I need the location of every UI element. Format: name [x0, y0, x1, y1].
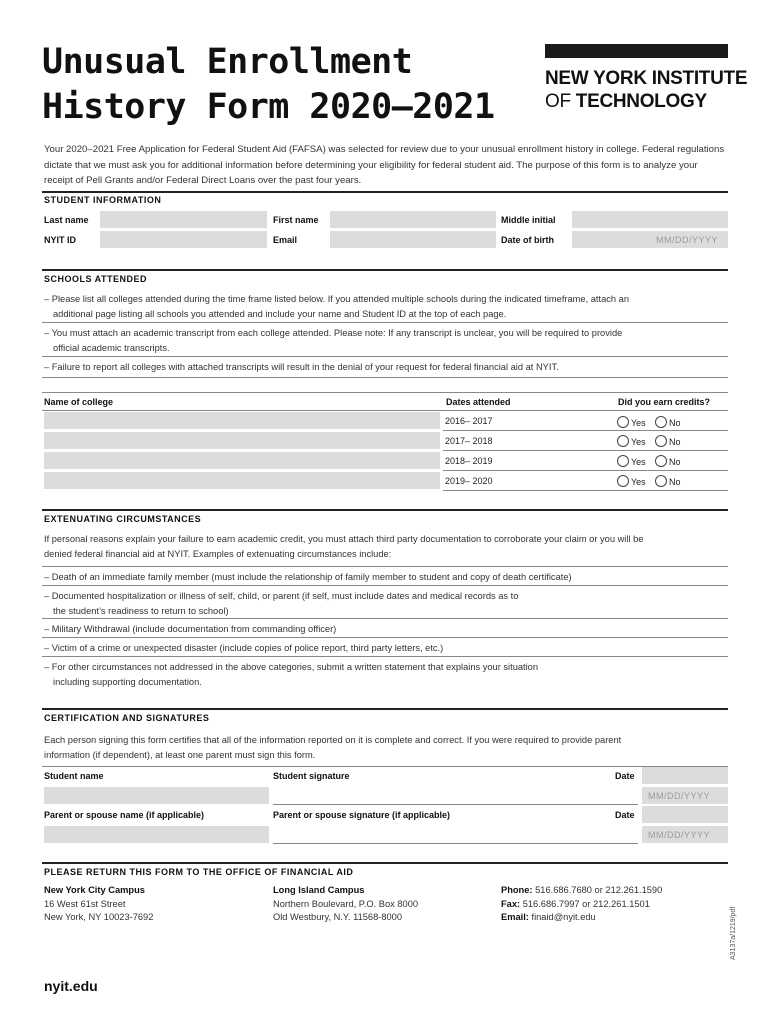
email-link[interactable]: finaid@nyit.edu: [528, 912, 596, 922]
last-name-field[interactable]: [100, 211, 267, 228]
yes-label: Yes: [631, 418, 646, 428]
dates-row-2: 2017– 2018: [445, 436, 493, 446]
divider: [42, 618, 728, 619]
credits-no-radio-3[interactable]: [655, 455, 667, 467]
schools-instruction-1: – Please list all colleges attended during the time frame listed below. If you attended multiple schools during the indicated timeframe, attach an additional page listing all schools you attended and include your name and Student ID at the top of each page.: [44, 294, 630, 319]
website[interactable]: nyit.edu: [44, 978, 98, 994]
divider: [42, 566, 728, 567]
student-signature-label: Student signature: [273, 771, 350, 781]
no-label: No: [669, 437, 681, 447]
student-date-field[interactable]: [642, 787, 728, 804]
no-label: No: [669, 457, 681, 467]
parent-name-field[interactable]: [44, 826, 269, 843]
divider: [443, 450, 728, 451]
schools-heading: SCHOOLS ATTENDED: [44, 274, 148, 284]
logo-line2: OF TECHNOLOGY: [545, 91, 707, 112]
college-name-field-3[interactable]: [44, 452, 440, 469]
li-campus-address: Long Island Campus Northern Boulevard, P.O. Box 8000 Old Westbury, N.Y. 11568-8000: [273, 885, 419, 922]
parent-date-label: Date: [615, 810, 635, 820]
parent-date-field[interactable]: [642, 826, 728, 843]
date-placeholder: MM/DD/YYYY: [647, 791, 710, 801]
first-name-label: First name: [273, 215, 319, 225]
extenuating-heading: EXTENUATING CIRCUMSTANCES: [44, 514, 202, 524]
form-code: A3137a/1219/pdf: [730, 906, 737, 960]
logo-line1: NEW YORK INSTITUTE: [545, 68, 748, 89]
student-name-label: Student name: [44, 771, 104, 781]
no-label: No: [669, 477, 681, 487]
dob-field[interactable]: [572, 231, 728, 248]
middle-initial-label: Middle initial: [501, 215, 556, 225]
divider: [42, 322, 728, 323]
logo-bar: [545, 44, 728, 58]
intro-text: Your 2020–2021 Free Application for Federal Student Aid (FAFSA) was selected for review due to your unusual enrollment history in college. Federal regulations dictate that we must ask you for additional information before determining your eligibility for federal student aid. The purpose of this form is to analyze your receipt of Pell Grants and/or Federal Direct Loans over the past four years.: [44, 144, 725, 186]
parent-signature-label: Parent or spouse signature (if applicable): [273, 810, 451, 820]
credits-no-radio-2[interactable]: [655, 435, 667, 447]
section-divider: [42, 509, 728, 511]
nyit-id-label: NYIT ID: [44, 235, 77, 245]
divider: [42, 377, 728, 378]
date-placeholder: MM/DD/YYYY: [647, 830, 710, 840]
middle-initial-field[interactable]: [572, 211, 728, 228]
divider: [443, 470, 728, 471]
credits-yes-radio-2[interactable]: [617, 435, 629, 447]
first-name-field[interactable]: [330, 211, 496, 228]
dates-row-4: 2019– 2020: [445, 476, 493, 486]
email-label: Email: [273, 235, 298, 245]
certification-text: Each person signing this form certifies that all of the information reported on it is complete and correct. If you were required to provide parent information (if dependent), at least one parent must sign this form.: [44, 735, 622, 760]
certification-heading: CERTIFICATION AND SIGNATURES: [44, 713, 210, 723]
divider: [42, 392, 728, 393]
section-divider: [42, 191, 728, 193]
divider: [42, 410, 728, 411]
dob-placeholder: MM/DD/YYYY: [655, 235, 718, 245]
college-name-field-2[interactable]: [44, 432, 440, 449]
divider: [42, 356, 728, 357]
divider: [42, 637, 728, 638]
credits-no-radio-1[interactable]: [655, 416, 667, 428]
nyit-id-field[interactable]: [100, 231, 267, 248]
student-info-heading: STUDENT INFORMATION: [44, 195, 162, 205]
student-date-label: Date: [615, 771, 635, 781]
return-heading: PLEASE RETURN THIS FORM TO THE OFFICE OF FINANCIAL AID: [44, 867, 354, 877]
extenuating-intro: If personal reasons explain your failure to earn academic credit, you must attach third party documentation to corroborate your claim or you will be denied federal financial aid at NYIT. Examples of extenuating circumstances include:: [44, 534, 644, 559]
extenuating-item-2: – Documented hospitalization or illness of self, child, or parent (if self, must include dates and medical records as to the student’s readiness to return to school): [44, 591, 519, 616]
student-date-field-top[interactable]: [642, 767, 728, 784]
college-name-field-4[interactable]: [44, 472, 440, 489]
parent-name-label: Parent or spouse name (if applicable): [44, 810, 205, 820]
divider: [42, 766, 728, 767]
divider: [42, 585, 728, 586]
divider: [443, 490, 728, 491]
nyc-campus-address: New York City Campus 16 West 61st Street New York, NY 10023-7692: [44, 885, 154, 922]
parent-date-field-top[interactable]: [642, 806, 728, 823]
dob-label: Date of birth: [501, 235, 554, 245]
no-label: No: [669, 418, 681, 428]
dates-attended-header: Dates attended: [446, 397, 511, 407]
yes-label: Yes: [631, 477, 646, 487]
signature-line: [273, 804, 638, 805]
signature-line: [273, 843, 638, 844]
credits-yes-radio-3[interactable]: [617, 455, 629, 467]
credits-no-radio-4[interactable]: [655, 475, 667, 487]
college-name-field-1[interactable]: [44, 412, 440, 429]
section-divider: [42, 862, 728, 864]
credits-yes-radio-1[interactable]: [617, 416, 629, 428]
extenuating-item-5: – For other circumstances not addressed in the above categories, submit a written statement that explains your situation including supporting documentation.: [44, 662, 539, 687]
credits-header: Did you earn credits?: [618, 397, 711, 407]
dates-row-1: 2016– 2017: [445, 416, 493, 426]
extenuating-item-1: – Death of an immediate family member (must include the relationship of family member to student and copy of death certificate): [44, 572, 572, 582]
dates-row-3: 2018– 2019: [445, 456, 493, 466]
schools-instruction-2: – You must attach an academic transcript from each college attended. Please note: If any transcript is unclear, you will be required to provide official academic transcripts.: [44, 328, 623, 353]
yes-label: Yes: [631, 437, 646, 447]
schools-instruction-3: – Failure to report all colleges with attached transcripts will result in the denial of your request for federal financial aid at NYIT.: [44, 362, 559, 372]
extenuating-item-3: – Military Withdrawal (include documentation from commanding officer): [44, 624, 337, 634]
contact-info: Phone: 516.686.7680 or 212.261.1590 Fax: 516.686.7997 or 212.261.1501 Email: finaid@nyit.edu: [501, 885, 663, 922]
divider: [42, 656, 728, 657]
college-name-header: Name of college: [44, 397, 114, 407]
email-field[interactable]: [330, 231, 496, 248]
page-title: Unusual Enrollment History Form 2020–2021: [42, 42, 495, 127]
credits-yes-radio-4[interactable]: [617, 475, 629, 487]
yes-label: Yes: [631, 457, 646, 467]
divider: [443, 430, 728, 431]
section-divider: [42, 708, 728, 710]
student-name-field[interactable]: [44, 787, 269, 804]
section-divider: [42, 269, 728, 271]
last-name-label: Last name: [44, 215, 89, 225]
extenuating-item-4: – Victim of a crime or unexpected disaster (include copies of police report, third party letters, etc.): [44, 643, 444, 653]
